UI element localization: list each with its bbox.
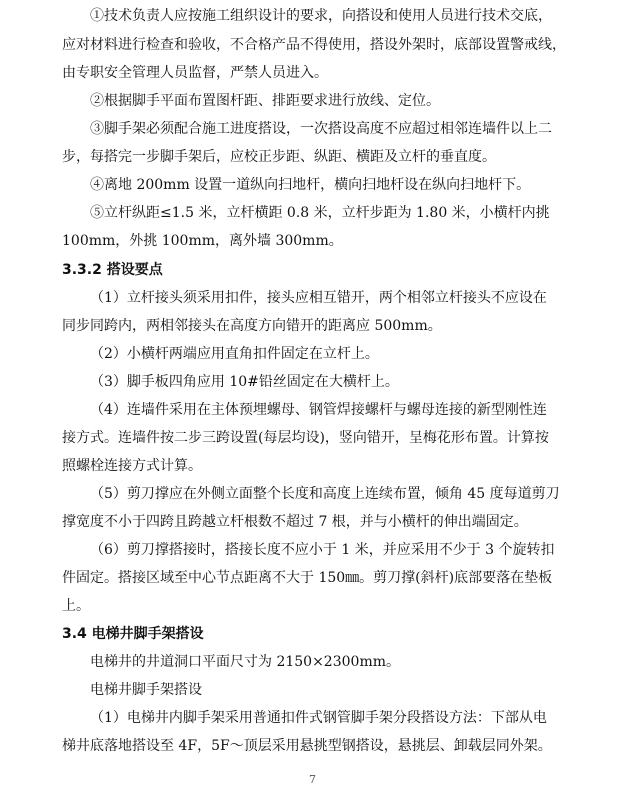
page-number: 7: [309, 773, 316, 786]
text-line: ④离地 200mm 设置一道纵向扫地杆，横向扫地杆设在纵向扫地杆下。: [90, 177, 531, 193]
text-line: （3）脚手板四角应用 10#铅丝固定在大横杆上。: [90, 374, 399, 390]
text-line: ③脚手架必须配合施工进度搭设，一次搭设高度不应超过相邻连墙件以上二: [90, 121, 552, 137]
section-heading: 3.3.2 搭设要点: [62, 262, 163, 278]
text-line: 撑宽度不小于四跨且跨越立杆根数不超过 7 根，并与小横杆的伸出端固定。: [62, 514, 528, 530]
text-line: 电梯井的井道洞口平面尺寸为 2150×2300mm。: [90, 654, 400, 670]
text-line: 接方式。连墙件按二步三跨设置(每层均设)，竖向错开，呈梅花形布置。计算按: [62, 430, 549, 446]
text-line: （1）立杆接头须采用扣件，接头应相互错开，两个相邻立杆接头不应设在: [90, 290, 547, 306]
text-line: 梯井底落地搭设至 4F，5F～顶层采用悬挑型钢搭设，悬挑层、卸载层同外架。: [62, 738, 552, 754]
text-line: 件固定。搭接区域至中心节点距离不大于 150㎜。剪刀撑(斜杆)底部要落在垫板: [62, 570, 553, 586]
text-line: 电梯井脚手架搭设: [90, 682, 202, 698]
text-line: 照螺栓连接方式计算。: [62, 458, 202, 474]
text-line: （1）电梯井内脚手架采用普通扣件式钢管脚手架分段搭设方法：下部从电: [90, 710, 547, 726]
text-line: （6）剪刀撑搭接时，搭接长度不应小于 1 米，并应采用不少于 3 个旋转扣: [90, 542, 555, 558]
text-line: 由专职安全管理人员监督，严禁人员进入。: [62, 65, 328, 81]
text-line: ⑤立杆纵距≤1.5 米，立杆横距 0.8 米，立杆步距为 1.80 米，小横杆内挑: [90, 205, 550, 221]
text-line: 步，每搭完一步脚手架后，应校正步距、纵距、横距及立杆的垂直度。: [62, 149, 496, 165]
text-line: 100mm，外挑 100mm，离外墙 300mm。: [62, 233, 343, 249]
text-line: 同步同跨内，两相邻接头在高度方向错开的距离应 500mm。: [62, 318, 442, 334]
text-line: 应对材料进行检查和验收，不合格产品不得使用，搭设外架时，底部设置警戒线，: [62, 37, 566, 53]
section-heading: 3.4 电梯井脚手架搭设: [62, 626, 204, 642]
text-line: （2）小横杆两端应用直角扣件固定在立杆上。: [90, 346, 379, 362]
text-line: ①技术负责人应按施工组织设计的要求，向搭设和使用人员进行技术交底，: [90, 8, 552, 24]
text-line: 上。: [62, 598, 90, 614]
text-line: ②根据脚手平面布置图杆距、排距要求进行放线、定位。: [90, 93, 440, 109]
text-line: （5）剪刀撑应在外侧立面整个长度和高度上连续布置，倾角 45 度每道剪刀: [90, 486, 560, 502]
text-line: （4）连墙件采用在主体预埋螺母、钢管焊接螺杆与螺母连接的新型刚性连: [90, 402, 547, 418]
